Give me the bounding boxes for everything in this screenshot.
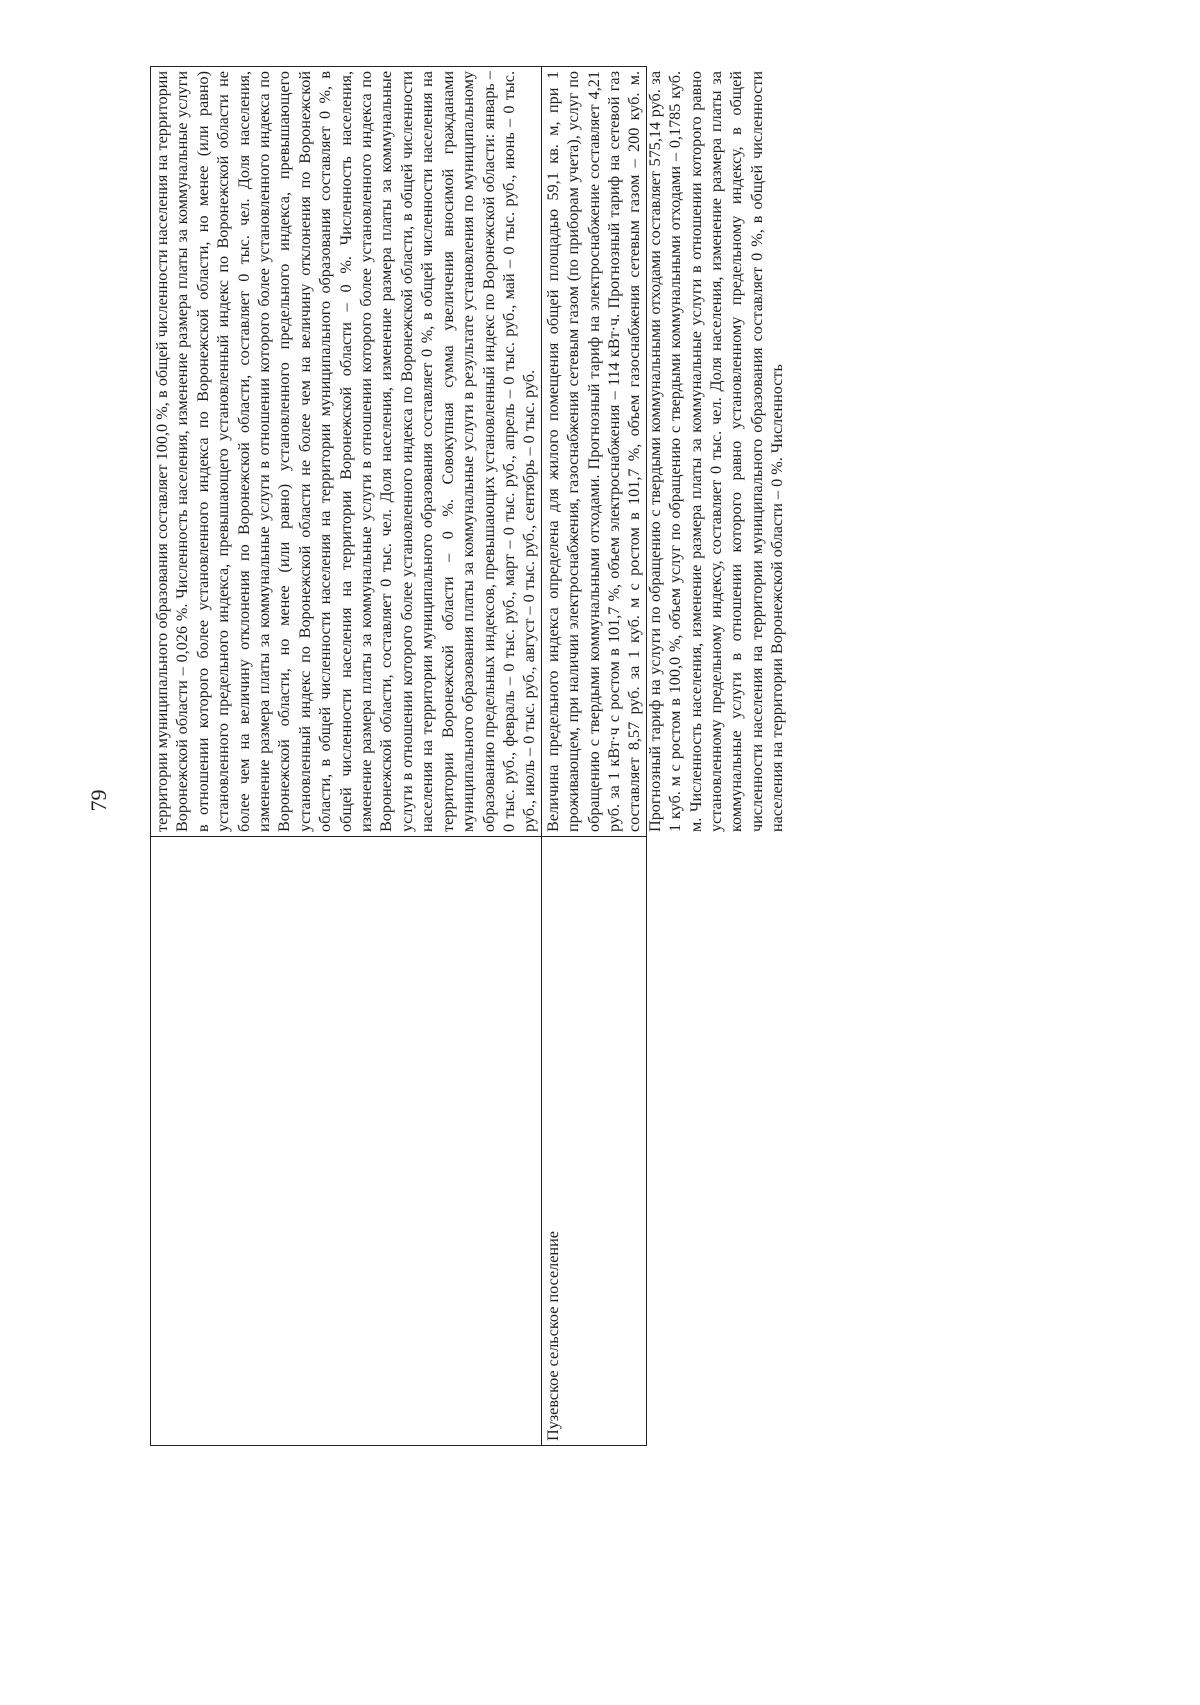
settlement-name-cell [151,837,542,1446]
table-row [541,67,646,1446]
tariff-index-table [150,66,787,1446]
table-row [151,67,542,1446]
description-cell: территории муниципального образования составляет 100,0 %, в общей численности населения на территории Воронежской области – 0,026 %. Численность населения, изменение размера платы за коммунальные услуги в отношении которого более установленного индекса по Воронежской области, но менее (или равно) установленного предельного индекса, превышающего установленный индекс по Воронежской области не более чем на величину отклонения по Воронежской области, составляет 0 тыс. чел. Доля населения, изменение размера платы за коммунальные услуги в отношении которого более установленного индекса по Воронежской области, но менее (или равно) установленного предельного индекса, превышающего установленный индекс по Воронежской области не более чем на величину отклонения по Воронежской области, в общей численности населения на территории муниципального образования составляет 0 %, в общей численности населения на территории Воронежской области – 0 %. Численность населения, изменение размера платы за коммунальные услуги в отношении которого более установленного индекса по Воронежской области, составляет 0 тыс. чел. Доля населения, изменение размера платы за коммунальные услуги в отношении которого более установленного индекса по Воронежской области, в общей численности населения на территории муниципального образования составляет 0 %, в общей численности населения на территории Воронежской области – 0 %. Совокупная сумма увеличения вносимой гражданами муниципального образования платы за коммунальные услуги в результате установления по муниципальному образованию предельных индексов, превышающих установленный индекс по Воронежской области: январь – 0 тыс. руб., февраль – 0 тыс. руб., март – 0 тыс. руб., апрель – 0 тыс. руб., май – 0 тыс. руб., июнь – 0 тыс. руб., июль – 0 тыс. руб., август – 0 тыс. руб., сентябрь – 0 тыс. руб. [151,67,542,837]
description-cell: Величина предельного индекса определена для жилого помещения общей площадью 59,1 кв. м, при 1 проживающем, при наличии электроснабжения, газоснабжения сетевым газом (по приборам учета), услуг по обращению с твердыми коммунальными отходами. Прогнозный тариф на электроснабжение составляет 4,21 руб. за 1 кВт·ч с ростом в 101,7 %, объем электроснабжения – 114 кВт·ч. Прогнозный тариф на сетевой газ составляет 8,57 руб. за 1 куб. м с ростом в 101,7 %, объем газоснабжения сетевым газом – 200 куб. м. Прогнозный тариф на услуги по обращению с твердыми коммунальными отходами составляет 575,14 руб. за 1 куб. м с ростом в 100,0 %, объем услуг по обращению с твердыми коммунальными отходами – 0,1785 куб. м. Численность населения, изменение размера платы за коммунальные услуги в отношении которого равно установленному предельному индексу, составляет 0 тыс. чел. Доля населения, изменение размера платы за коммунальные услуги в отношении которого равно установленному предельному индексу, в общей численности населения на территории муниципального образования составляет 0 %, в общей численности населения на территории Воронежской области – 0 %. Численность [543,71,787,832]
page-number: 79 [86,789,111,812]
settlement-name-cell: Пузевское сельское поселение [541,837,646,1446]
rotated-sheet [62,63,1147,1538]
